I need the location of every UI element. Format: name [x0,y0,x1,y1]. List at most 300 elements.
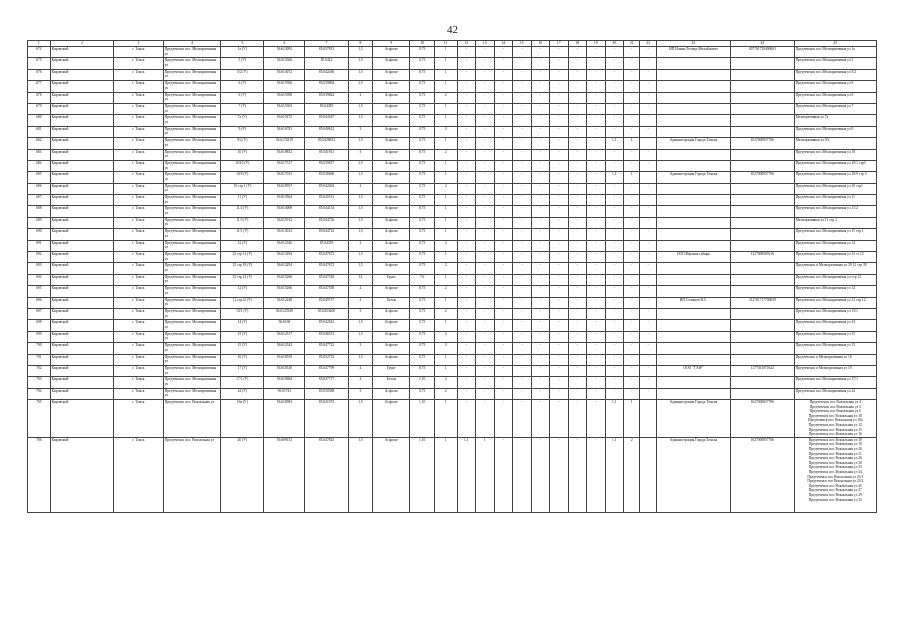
table-cell: - [494,331,513,342]
table-cell [730,103,794,114]
table-cell: - [605,377,624,388]
table-cell: Кировский [50,92,114,103]
table-cell: Асфальт [373,126,410,137]
table-cell: - [531,47,550,58]
table-cell: - [494,437,513,512]
table-cell: г. Томск [114,69,163,80]
table-cell: - [568,240,587,251]
table-cell: Предтеченск п Мелиоративная ул 16 [794,354,876,365]
table-cell: - [457,138,476,149]
table-cell: 0,75 [410,263,435,274]
table-cell: 1 [434,81,457,92]
table-cell: 13/1 (У) [221,308,264,319]
table-cell: - [550,149,569,160]
table-cell: 11/2 (У) [221,206,264,217]
table-cell: - [531,138,550,149]
table-cell: - [587,195,606,206]
table-cell: - [457,92,476,103]
table-cell: 16 (У) [221,354,264,365]
table-cell: - [513,240,532,251]
table-cell: 56.613294 [264,263,305,274]
table-cell: Предтеченск пос. Мелиоративная ул [163,81,221,92]
table-cell: - [550,274,569,285]
table-cell: - [624,81,640,92]
table-cell: Предтеченск пос Мелиоративная ул стр 12 [794,274,876,285]
table-cell: Кировский [50,400,114,438]
table-cell: г. Томск [114,354,163,365]
table-cell: - [513,437,532,512]
table-cell: - [587,437,606,512]
table-cell: - [550,195,569,206]
table-row [28,81,877,92]
table-cell: - [457,365,476,376]
table-cell: - [531,320,550,331]
table-cell: - [513,229,532,240]
table-cell: - [624,354,640,365]
table-cell: 12 [348,274,373,285]
table-cell: 675 [28,58,51,69]
address-line: Предтеченск пос Вокзальная ул 10 [808,413,862,418]
table-cell: 7,6 [410,274,435,285]
table-row [28,377,877,388]
table-cell: - [587,388,606,399]
table-cell: - [568,274,587,285]
table-cell: - [550,331,569,342]
table-cell: 85.047672 [305,263,348,274]
table-cell: 691 [28,240,51,251]
table-cell: - [550,103,569,114]
table-cell: - [568,297,587,308]
table-cell: 0,75 [410,195,435,206]
table-cell: - [476,388,495,399]
table-cell: - [605,274,624,285]
table-cell: - [605,365,624,376]
table-cell [730,263,794,274]
table-cell: Предтеченск пос. Мелиоративная ул [163,286,221,297]
table-cell: - [624,115,640,126]
table-cell: - [457,274,476,285]
table-cell: 85.042404 [305,183,348,194]
table-cell: 1177031070142 [730,365,794,376]
table-cell: - [457,217,476,228]
table-cell: Предтеченск пос. Мелиоративная ул [163,217,221,228]
table-cell: - [605,115,624,126]
table-cell: - [568,138,587,149]
table-cell: - [568,206,587,217]
table-cell: - [531,263,550,274]
table-cell: Предтеченск пос Мелиоративная ул 10/9 стр 3 [794,172,876,183]
table-cell: Кировский [50,240,114,251]
table-cell: - [513,47,532,58]
table-cell: Предтеченск пос Мелиоративная ул 9 [794,126,876,137]
table-cell: - [568,343,587,354]
table-cell: - [587,149,606,160]
table-cell: - [624,297,640,308]
table-cell: - [605,69,624,80]
table-cell: Администрация Города Томска [656,138,730,149]
table-cell: 682 [28,138,51,149]
table-cell: - [550,320,569,331]
table-cell: - [605,320,624,331]
table-cell: - [587,126,606,137]
table-cell: - [568,252,587,263]
table-cell: Кировский [50,437,114,512]
column-number: 21 [624,41,640,47]
table-cell: 1,5 [348,58,373,69]
table-cell: Кировский [50,138,114,149]
table-cell [730,217,794,228]
table-cell: - [640,149,656,160]
table-cell: 1,5 [348,69,373,80]
table-row [28,69,877,80]
table-row [28,217,877,228]
table-cell: 1 [434,217,457,228]
table-cell: 688 [28,206,51,217]
table-cell [656,81,730,92]
table-cell: - [457,320,476,331]
table-cell: - [513,58,532,69]
column-number: 3 [114,41,163,47]
table-cell: - [513,286,532,297]
table-cell: - [494,343,513,354]
table-cell: Предтеченск п Мелиоративная ул 39 12 стр 39 [794,263,876,274]
table-cell: - [568,229,587,240]
table-cell: - [587,365,606,376]
table-cell: - [550,354,569,365]
table-cell: - [640,229,656,240]
table-cell: 0,75 [410,217,435,228]
table-cell: Предтеченск пос. Мелиоративная ул [163,195,221,206]
table-cell: - [550,388,569,399]
address-line: Предтеченск пос Вокзальная ул 6 [809,409,861,414]
table-cell [730,229,794,240]
table-cell: Предтеченск пос Мелиоративная ул 6 [794,92,876,103]
table-cell: г. Томск [114,47,163,58]
table-cell: 56.613092 [264,47,305,58]
table-cell [656,183,730,194]
address-line: Предтеченск пос Вокзальная ул 12 [808,423,862,428]
table-cell: - [494,92,513,103]
table-cell: - [624,388,640,399]
table-cell: - [513,81,532,92]
table-cell [730,274,794,285]
table-cell: - [476,47,495,58]
table-cell: - [550,160,569,171]
table-cell: Предтеченск пос. Мелиоративная ул [163,149,221,160]
table-cell: - [640,274,656,285]
table-row [28,229,877,240]
table-cell: - [550,206,569,217]
table-cell: - [605,183,624,194]
table-cell: 1,5 [348,354,373,365]
table-cell [656,206,730,217]
table-cell: - [640,240,656,251]
table-cell: 1 [624,400,640,438]
table-cell [640,437,656,512]
table-cell [656,354,730,365]
table-cell: Предтеченск пос. Мелиоративная ул [163,47,221,58]
table-cell: - [624,274,640,285]
table-cell: 674 [28,47,51,58]
table-cell: - [640,183,656,194]
table-cell: Предтеченск пос. Мелиоративная ул [163,58,221,69]
table-cell: 7 (У) [221,103,264,114]
column-number: 10 [410,41,435,47]
table-cell: - [531,400,550,438]
table-cell: 1 [434,252,457,263]
table-cell: - [476,103,495,114]
table-row [28,297,877,308]
table-row [28,365,877,376]
table-cell: г. Томск [114,229,163,240]
table-cell: Асфальт [373,160,410,171]
table-cell: 1 [434,58,457,69]
table-cell: г. Томск [114,263,163,274]
table-cell: Асфальт [373,437,410,512]
table-cell: Кировский [50,58,114,69]
table-cell: Асфальт [373,58,410,69]
table-cell: 0,75 [410,320,435,331]
table-cell: - [476,343,495,354]
table-cell: - [624,343,640,354]
table-cell: Предтеченск пос Мелиоративная ул 11 стр 1 [794,229,876,240]
table-row [28,320,877,331]
table-cell: - [476,206,495,217]
table-cell: 0,75 [410,149,435,160]
table-cell: 686 [28,183,51,194]
table-cell: 1,10 [410,377,435,388]
table-cell [656,377,730,388]
table-cell: 56.612343 [264,343,305,354]
table-cell: - [587,229,606,240]
table-cell: - [587,172,606,183]
table-cell: 693 [28,263,51,274]
table-cell: 1,5 [348,331,373,342]
table-cell: Предтеченск пос. Мелиоративная ул [163,138,221,149]
table-cell: - [494,297,513,308]
table-cell: г. Томск [114,252,163,263]
table-cell: 1 [434,400,457,438]
table-cell: - [476,240,495,251]
table-cell [656,103,730,114]
table-cell: 702 [28,365,51,376]
table-cell: 1027000857706 [730,172,794,183]
table-cell: Кировский [50,229,114,240]
table-cell: Мелиоративная ул 9/2 [794,138,876,149]
registry-sheet [27,40,877,513]
table-cell: - [550,183,569,194]
table-cell: 1 [434,274,457,285]
table-cell: 5/2 (У) [221,69,264,80]
address-line: Предтеченск пос Вокзальная ул 25 [808,483,862,488]
table-cell: Асфальт [373,81,410,92]
table-row [28,183,877,194]
table-cell: 9 (У) [221,126,264,137]
table-cell: 85.044724 [305,229,348,240]
table-cell [656,195,730,206]
table-cell [730,195,794,206]
table-cell: - [587,115,606,126]
table-row [28,437,877,512]
table-cell: - [457,160,476,171]
table-cell: - [531,377,550,388]
table-cell: - [624,286,640,297]
table-cell: Предтеченск пос Мелиоративная ул 17/1 [794,377,876,388]
table-cell: - [476,354,495,365]
table-cell: 56.615475 [264,115,305,126]
table-cell: 680 [28,115,51,126]
table-cell: - [513,126,532,137]
table-cell: - [587,308,606,319]
table-cell: - [624,217,640,228]
table-cell: Предтеченск пос Мелиоративная ул 12 [794,286,876,297]
table-cell: 697 [28,308,51,319]
table-cell: Кировский [50,354,114,365]
table-cell: 56.61741 [264,388,305,399]
table-cell: 1 [434,69,457,80]
table-cell: - [624,92,640,103]
table-cell [730,308,794,319]
table-cell: Предтеченск пос Мелиоративная ул 24 [794,388,876,399]
table-cell [730,115,794,126]
table-cell: - [531,229,550,240]
table-cell: 56.613564 [264,195,305,206]
table-cell: - [568,320,587,331]
table-cell: - [605,331,624,342]
address-line: Предтеченск пос Вокзальная ул 26 [808,456,862,461]
table-cell: г. Томск [114,103,163,114]
table-cell: - [513,252,532,263]
table-cell: - [494,138,513,149]
table-cell: - [531,115,550,126]
table-cell: Асфальт [373,343,410,354]
table-cell: - [640,126,656,137]
table-cell: 12 стр 18 (У) [221,263,264,274]
table-cell: 2 [434,149,457,160]
table-cell: - [457,263,476,274]
table-cell: 1 [434,115,457,126]
table-cell: - [513,138,532,149]
table-cell: 1,1 [457,437,476,512]
table-cell: - [513,388,532,399]
table-row [28,206,877,217]
table-cell: 1 [434,437,457,512]
column-number: 15 [513,41,532,47]
table-cell: - [640,92,656,103]
table-cell: - [476,138,495,149]
table-cell: - [568,58,587,69]
table-cell: - [513,354,532,365]
table-cell: Предтеченск пос. Вокзальная ул [163,437,221,512]
table-cell: г. Томск [114,320,163,331]
table-cell: - [640,331,656,342]
table-cell: 0,75 [410,206,435,217]
table-cell: 4 [348,377,373,388]
table-cell: 692 [28,252,51,263]
table-cell: Асфальт [373,400,410,438]
table-cell [640,172,656,183]
table-cell: 17 (У) [221,365,264,376]
table-cell: 2 [348,240,373,251]
table-cell [730,206,794,217]
table-cell: - [513,331,532,342]
table-cell: Администрация Города Томска [656,437,730,512]
table-cell: - [494,126,513,137]
table-cell: Грунт [373,274,410,285]
table-cell: - [531,81,550,92]
table-cell [656,240,730,251]
table-cell: 56.615266 [264,274,305,285]
table-cell: 2 [434,240,457,251]
table-cell: - [550,252,569,263]
table-cell: - [494,308,513,319]
table-cell: - [624,103,640,114]
table-cell: Предтеченск пос. Мелиоративная ул [163,115,221,126]
table-cell: 12 (У) [221,240,264,251]
table-cell: 676 [28,69,51,80]
table-cell: 56.613294 [264,252,305,263]
table-cell: - [568,388,587,399]
column-number: 18 [568,41,587,47]
table-cell: - [494,81,513,92]
table-cell: г. Томск [114,343,163,354]
table-cell: 85.049737 [305,297,348,308]
table-cell: - [476,320,495,331]
table-cell: - [624,195,640,206]
table-cell: Кировский [50,115,114,126]
table-cell: - [568,103,587,114]
table-cell: - [476,58,495,69]
table-cell: 7а (У) [221,115,264,126]
table-cell: - [587,400,606,438]
table-cell: - [568,195,587,206]
table-cell: 85.0428633 [305,138,348,149]
table-cell: Предтеченск пос. Мелиоративная ул [163,172,221,183]
table-cell: - [605,229,624,240]
table-cell: г. Томск [114,217,163,228]
table-cell: г. Томск [114,206,163,217]
table-cell: - [531,274,550,285]
table-cell: 56.615266 [264,286,305,297]
table-cell: - [550,58,569,69]
table-cell: - [531,354,550,365]
table-cell: - [513,149,532,160]
address-line: Предтеченск пос Вокзальная ул 33 [808,497,862,502]
table-cell: 0,75 [410,69,435,80]
table-cell: 56.614008 [264,206,305,217]
table-cell: Предтеченск пос Мелиоративная ул 11/2 [794,206,876,217]
table-cell: 0,75 [410,126,435,137]
table-cell: г. Томск [114,138,163,149]
table-cell: - [550,400,569,438]
table-cell: Кировский [50,81,114,92]
table-cell: Кировский [50,172,114,183]
table-cell: - [568,92,587,103]
table-cell: - [550,297,569,308]
table-cell: - [494,320,513,331]
table-cell: 1,5 [348,172,373,183]
table-cell: Асфальт [373,354,410,365]
table-cell: Кировский [50,206,114,217]
table-cell: 1,5 [348,47,373,58]
table-cell: Администрация Города Томска [656,400,730,438]
table-cell: - [531,69,550,80]
table-cell: 56.615912 [264,217,305,228]
table-cell: - [587,58,606,69]
table-cell: 17/1 (У) [221,377,264,388]
table-cell: - [550,217,569,228]
address-list-cell [794,437,876,512]
